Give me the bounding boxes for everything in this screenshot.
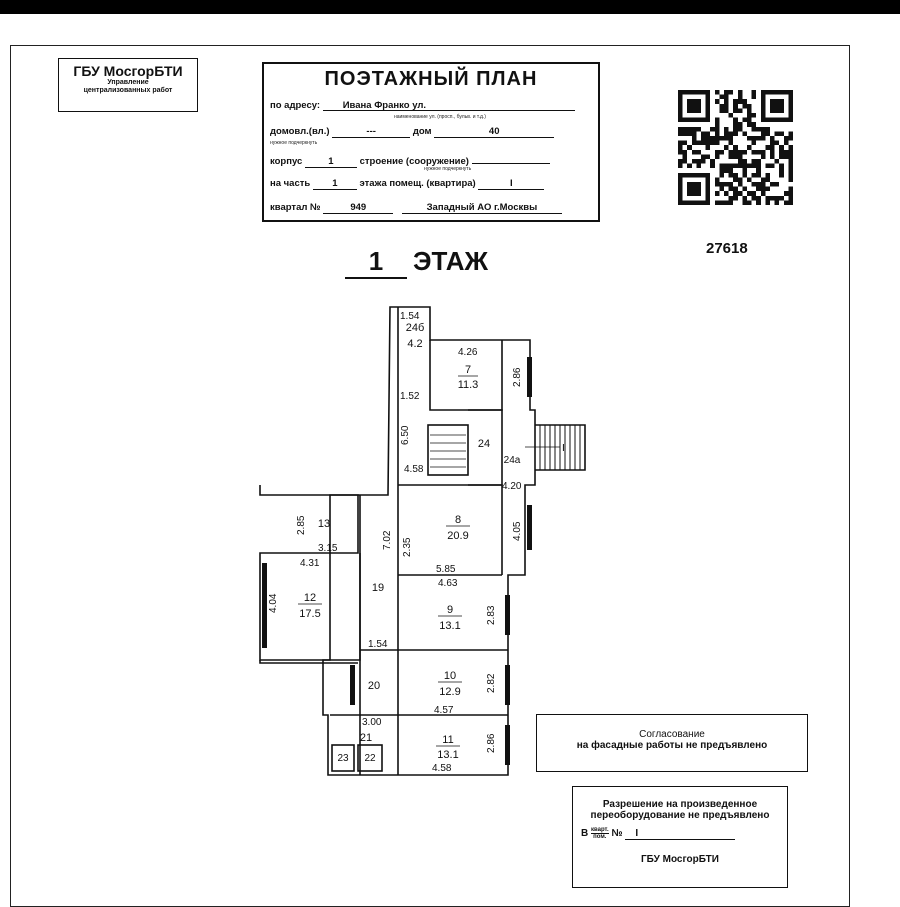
stroenie-value — [472, 152, 550, 164]
dim-2-35: 2.35 — [402, 537, 413, 557]
dim-4-63: 4.63 — [438, 578, 458, 589]
dim-4-58-bot: 4.58 — [432, 763, 452, 774]
address-row — [270, 100, 575, 111]
dom-value: 40 — [434, 126, 554, 138]
room-19-id: 19 — [371, 582, 385, 594]
permission-box — [572, 786, 788, 888]
room-23-id: 23 — [337, 753, 349, 764]
room-20-id: 20 — [367, 680, 381, 692]
room-10-id: 10 — [443, 670, 457, 682]
dom-label: дом — [412, 126, 432, 137]
address-value: Ивана Франко ул. — [323, 100, 575, 111]
chast-label: на часть — [270, 178, 311, 189]
dim-2-86-bot: 2.86 — [486, 733, 497, 753]
dim-4-20: 4.20 — [502, 481, 522, 492]
facade-approval-box — [536, 714, 808, 772]
org-subtitle-1: Управление — [107, 79, 149, 86]
room-21-id: 21 — [359, 732, 373, 744]
left-wing-wall — [260, 485, 360, 660]
dim-4-31: 4.31 — [300, 558, 320, 569]
room-9-id: 9 — [446, 604, 454, 616]
org-name: ГБУ МосгорБТИ — [73, 63, 183, 79]
document-number: 27618 — [706, 240, 748, 257]
entrance-mark: I — [562, 443, 565, 454]
permission-line1: Разрешение на произведенное — [602, 799, 758, 810]
floor-number: 1 — [345, 246, 407, 279]
address-hint: наименование ул. (просп., бульв. и т.д.) — [394, 114, 486, 120]
permission-line2: переоборудование не предъявлено — [590, 810, 770, 821]
room-9-area: 13.1 — [439, 620, 461, 632]
room-24-id: 24 — [477, 438, 491, 450]
permission-frac-top: кварт. — [591, 827, 609, 833]
korpus-value: 1 — [305, 156, 357, 168]
dim-2-85: 2.85 — [296, 515, 307, 535]
dim-4-05: 4.05 — [512, 521, 523, 541]
dim-3-15: 3.15 — [318, 543, 338, 554]
address-label: по адресу: — [270, 100, 321, 111]
etazha-value: I — [478, 178, 544, 190]
room-24b-id: 24б — [405, 322, 425, 334]
dim-3-00: 3.00 — [362, 717, 382, 728]
permission-frac-bot: пом. — [593, 834, 607, 840]
stamp-title: ПОЭТАЖНЫЙ ПЛАН — [324, 68, 538, 90]
external-stair-steps — [540, 425, 580, 470]
permission-number-row — [581, 827, 787, 840]
room-10-area: 12.9 — [439, 686, 461, 698]
stroenie-label: строение (сооружение) — [359, 156, 469, 167]
room-12-id: 12 — [303, 592, 317, 604]
okrug-value: Западный АО г.Москвы — [402, 202, 562, 214]
dim-6-50: 6.50 — [400, 425, 411, 445]
internal-stair-steps — [430, 435, 466, 467]
domovl-hint: нужное подчеркнуть — [270, 140, 318, 146]
room-11-area: 13.1 — [437, 749, 459, 761]
floor-title — [345, 246, 488, 279]
org-subtitle-2: централизованных работ — [83, 87, 173, 94]
room-22-id: 22 — [364, 753, 376, 764]
room-11-id: 11 — [442, 734, 454, 746]
domovl-label: домовл.(вл.) — [270, 126, 330, 137]
kvartal-value: 949 — [323, 202, 393, 214]
dim-7-02: 7.02 — [382, 530, 393, 550]
dim-2-82: 2.82 — [486, 673, 497, 693]
dim-1-54-bot: 1.54 — [368, 639, 388, 650]
facade-approval-line1: Согласование — [639, 729, 705, 740]
org-box — [58, 58, 198, 112]
dim-4-58-mid: 4.58 — [404, 464, 424, 475]
room-24a-id: 24а — [503, 455, 521, 466]
korpus-row — [270, 152, 550, 168]
dim-4-04: 4.04 — [268, 593, 279, 613]
permission-num-value: I — [625, 828, 735, 840]
qr-code-icon — [678, 90, 793, 205]
permission-prefix: В — [581, 828, 589, 840]
chast-row — [270, 178, 544, 190]
dim-1-54-top: 1.54 — [400, 311, 420, 322]
room-7-area: 11.3 — [457, 379, 479, 391]
floor-label: ЭТАЖ — [413, 246, 489, 276]
domovl-value: --- — [332, 126, 410, 138]
room-7-id: 7 — [464, 364, 472, 376]
dim-4-57: 4.57 — [434, 705, 454, 716]
dim-2-83: 2.83 — [486, 605, 497, 625]
room-24b-area: 4.2 — [407, 338, 423, 350]
dim-5-85: 5.85 — [436, 564, 456, 575]
stroenie-hint: нужное подчеркнуть — [424, 166, 472, 172]
etazha-label: этажа помещ. (квартира) — [359, 178, 476, 189]
permission-org: ГБУ МосгорБТИ — [641, 854, 719, 866]
stair-room — [428, 425, 468, 475]
dim-2-86-top: 2.86 — [512, 367, 523, 387]
room-8-id: 8 — [454, 514, 462, 526]
permission-fraction — [591, 827, 609, 840]
permission-num-label: № — [611, 828, 623, 840]
room-8-area: 20.9 — [447, 530, 469, 542]
facade-approval-line2: на фасадные работы не предъявлено — [576, 740, 768, 751]
dim-4-26: 4.26 — [458, 347, 478, 358]
dim-1-52: 1.52 — [400, 391, 420, 402]
room-12-area: 17.5 — [299, 608, 321, 620]
room-13-id: 13 — [317, 518, 331, 530]
kvartal-label: квартал № — [270, 202, 321, 213]
domovl-row — [270, 126, 554, 138]
chast-value: 1 — [313, 178, 357, 190]
title-stamp — [262, 62, 600, 222]
top-black-bar — [0, 0, 900, 14]
kvartal-row — [270, 202, 562, 214]
korpus-label: корпус — [270, 156, 303, 167]
